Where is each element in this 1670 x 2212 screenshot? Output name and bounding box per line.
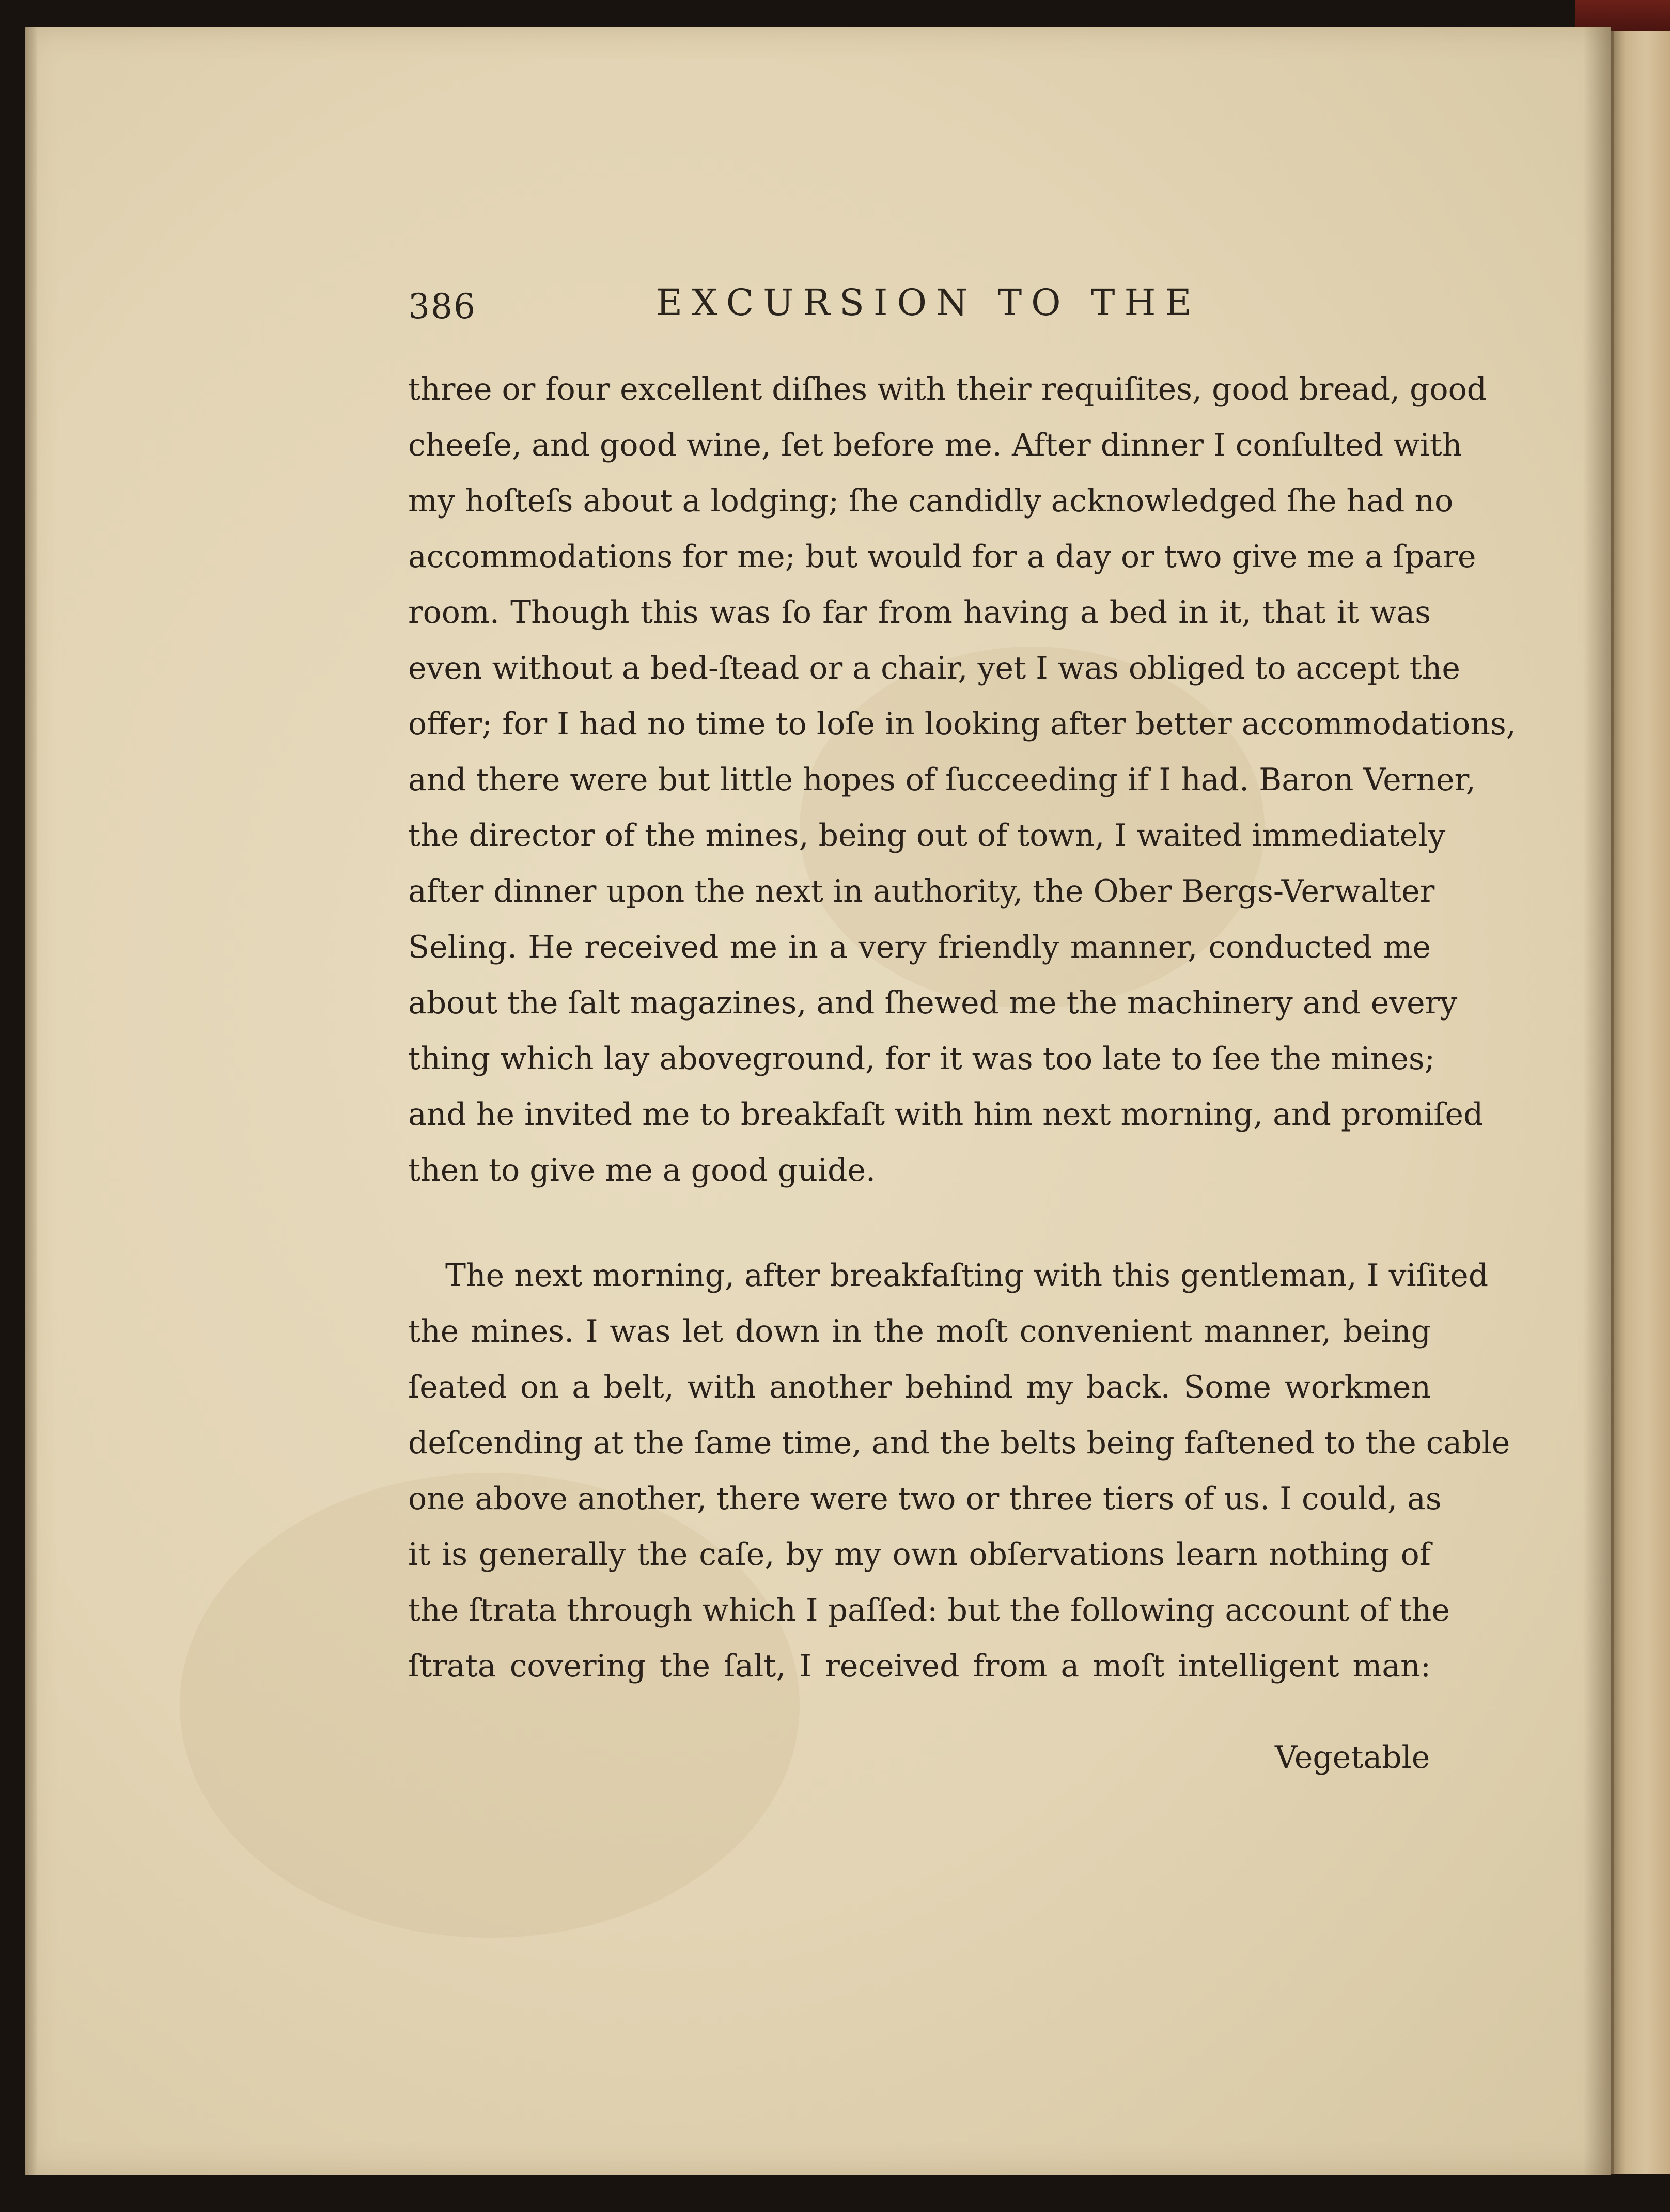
page-fore-edge: [25, 27, 37, 2175]
text-line: Seling. He received me in a very friendly manner, conducted me: [408, 929, 1431, 965]
text-line: accommodations for me; but would for a day or two give me a ſpare: [408, 539, 1476, 575]
text-line: The next morning, after breakfaſting with this gentleman, I viſited: [445, 1258, 1489, 1294]
text-line: ſeated on a belt, with another behind my back. Some workmen: [408, 1369, 1431, 1405]
text-line: even without a bed-ſtead or a chair, yet I was obliged to accept the: [408, 650, 1460, 686]
text-line: deſcending at the ſame time, and the belts being faſtened to the cable: [408, 1425, 1510, 1461]
text-line: after dinner upon the next in authority, the Ober Bergs-Verwalter: [408, 873, 1435, 909]
facing-page-edge: [1611, 31, 1670, 2174]
text-line: one above another, there were two or three tiers of us. I could, as: [408, 1481, 1442, 1517]
text-line: the director of the mines, being out of town, I waited immediately: [408, 818, 1446, 854]
text-line: room. Though this was ſo far from having a bed in it, that it was: [408, 594, 1431, 631]
catchword: Vegetable: [1275, 1739, 1430, 1776]
gutter-shadow: [1583, 27, 1614, 2175]
text-line: thing which lay aboveground, for it was too late to ſee the mines;: [408, 1041, 1435, 1077]
text-line: three or four excellent diſhes with their requiſites, good bread, good: [408, 371, 1487, 407]
text-line: the mines. I was let down in the moſt convenient manner, being: [408, 1313, 1431, 1350]
page-number: 386: [408, 287, 476, 326]
paragraph-2: [408, 1248, 1510, 1694]
body-text: [408, 362, 1516, 1694]
text-line: about the ſalt magazines, and ſhewed me the machinery and every: [408, 985, 1458, 1021]
paragraph-gap: [408, 1198, 1431, 1248]
page-header: [408, 281, 1441, 338]
running-head: EXCURSION TO THE: [656, 281, 1201, 324]
text-line: ſtrata covering the ſalt, I received from a moſt intelligent man:: [408, 1648, 1431, 1684]
text-line: it is generally the caſe, by my own obſervations learn nothing of: [408, 1536, 1431, 1573]
text-line: cheeſe, and good wine, ſet before me. After dinner I conſulted with: [408, 427, 1462, 463]
text-line: and there were but little hopes of ſucceeding if I had. Baron Verner,: [408, 762, 1476, 798]
text-line: my hoſteſs about a lodging; ſhe candidly acknowledged ſhe had no: [408, 483, 1454, 519]
binding-edge: [1575, 0, 1670, 31]
text-line: then to give me a good guide.: [408, 1152, 876, 1188]
text-line: and he invited me to breakfaſt with him next morning, and promiſed: [408, 1096, 1484, 1133]
paragraph-1: [408, 362, 1516, 1198]
text-line: the ſtrata through which I paſſed: but the following account of the: [408, 1592, 1450, 1628]
text-line: offer; for I had no time to loſe in looking after better accommodations,: [408, 706, 1516, 742]
